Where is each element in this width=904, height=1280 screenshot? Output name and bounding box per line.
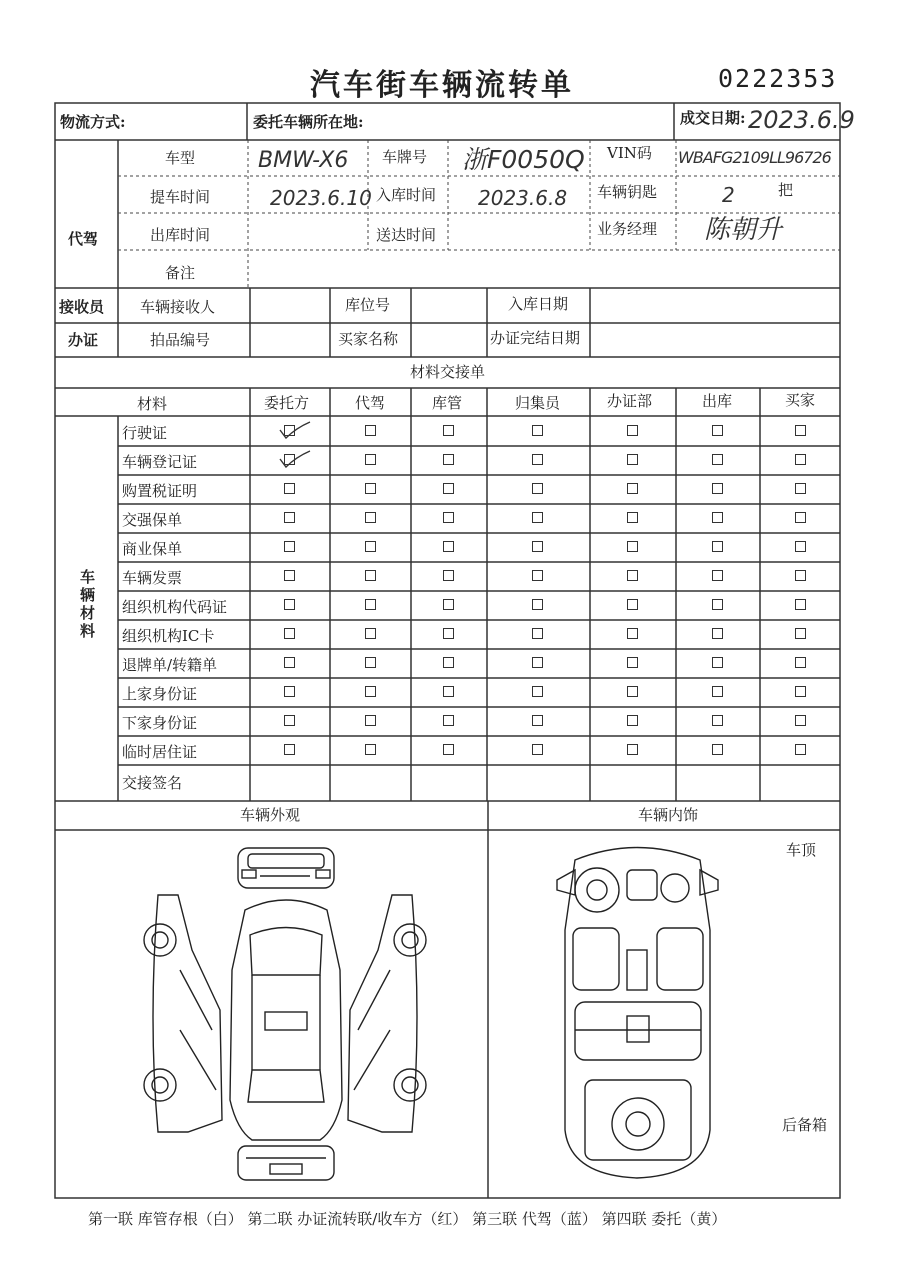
material-row-label: 行驶证 bbox=[122, 424, 168, 442]
checkbox-client[interactable] bbox=[284, 570, 295, 581]
checkbox-driver[interactable] bbox=[365, 483, 376, 494]
exterior-label: 车辆外观 bbox=[240, 806, 301, 824]
section-char-3: 材 bbox=[80, 604, 96, 622]
driver-seat bbox=[573, 928, 619, 990]
form-title: 汽车街车辆流转单 bbox=[310, 68, 574, 103]
checkbox-cert-dept[interactable] bbox=[627, 657, 638, 668]
plate-label: 车牌号 bbox=[382, 148, 428, 166]
checkbox-collector[interactable] bbox=[532, 657, 543, 668]
checkbox-driver[interactable] bbox=[365, 628, 376, 639]
material-row-label: 临时居住证 bbox=[122, 743, 198, 761]
steering-wheel bbox=[575, 868, 619, 912]
checkbox-client[interactable] bbox=[284, 599, 295, 610]
checkbox-buyer[interactable] bbox=[795, 599, 806, 610]
check-mark-icon bbox=[274, 447, 314, 471]
checkbox-driver[interactable] bbox=[365, 715, 376, 726]
checkbox-warehouse[interactable] bbox=[443, 744, 454, 755]
passenger-seat bbox=[657, 928, 703, 990]
material-row-label: 商业保单 bbox=[122, 540, 183, 558]
checkbox-outbound[interactable] bbox=[712, 512, 723, 523]
checkbox-driver[interactable] bbox=[365, 686, 376, 697]
checkbox-warehouse[interactable] bbox=[443, 599, 454, 610]
checkbox-outbound[interactable] bbox=[712, 599, 723, 610]
checkbox-buyer[interactable] bbox=[795, 541, 806, 552]
checkbox-collector[interactable] bbox=[532, 541, 543, 552]
checkbox-buyer[interactable] bbox=[795, 628, 806, 639]
checkbox-warehouse[interactable] bbox=[443, 657, 454, 668]
material-row-label: 组织机构代码证 bbox=[122, 598, 228, 616]
column-header-warehouse: 库管 bbox=[432, 394, 463, 412]
checkbox-warehouse[interactable] bbox=[443, 425, 454, 436]
checkbox-outbound[interactable] bbox=[712, 541, 723, 552]
checkbox-collector[interactable] bbox=[532, 570, 543, 581]
checkbox-outbound[interactable] bbox=[712, 744, 723, 755]
in-time-value[interactable]: 2023.6.8 bbox=[478, 186, 568, 210]
vin-value[interactable]: WBAFG2109LL96726 bbox=[678, 148, 831, 167]
out-time-label: 出库时间 bbox=[150, 226, 211, 244]
trunk-label: 后备箱 bbox=[782, 1116, 828, 1134]
section-char-2: 辆 bbox=[80, 586, 96, 604]
deal-date-label: 成交日期: bbox=[680, 109, 746, 127]
car-left-side-view bbox=[144, 895, 222, 1132]
checkbox-driver[interactable] bbox=[365, 454, 376, 465]
checkbox-warehouse[interactable] bbox=[443, 483, 454, 494]
interior-label: 车辆内饰 bbox=[638, 806, 699, 824]
section-char-4: 料 bbox=[80, 622, 96, 640]
checkbox-collector[interactable] bbox=[532, 715, 543, 726]
checkbox-buyer[interactable] bbox=[795, 570, 806, 581]
column-header-outbound: 出库 bbox=[702, 392, 733, 410]
checkbox-collector[interactable] bbox=[532, 744, 543, 755]
checkbox-outbound[interactable] bbox=[712, 425, 723, 436]
trunk-area bbox=[585, 1080, 691, 1160]
checkbox-outbound[interactable] bbox=[712, 454, 723, 465]
checkbox-warehouse[interactable] bbox=[443, 715, 454, 726]
checkbox-collector[interactable] bbox=[532, 425, 543, 436]
checkbox-buyer[interactable] bbox=[795, 454, 806, 465]
checkbox-buyer[interactable] bbox=[795, 425, 806, 436]
delivery-time-label: 送达时间 bbox=[376, 226, 437, 244]
daijia-section-label: 代驾 bbox=[68, 230, 99, 248]
vehicle-materials-section-label bbox=[80, 568, 95, 640]
checkbox-cert-dept[interactable] bbox=[627, 628, 638, 639]
checkbox-client[interactable] bbox=[284, 744, 295, 755]
buyer-label: 买家名称 bbox=[338, 330, 399, 348]
material-row-label: 交强保单 bbox=[122, 511, 183, 529]
checkbox-cert-dept[interactable] bbox=[627, 744, 638, 755]
lot-label: 拍品编号 bbox=[150, 331, 211, 349]
material-row-label: 下家身份证 bbox=[122, 714, 198, 732]
manager-label: 业务经理 bbox=[597, 220, 658, 238]
checkbox-cert-dept[interactable] bbox=[627, 454, 638, 465]
copies-footer: 第一联 库管存根（白） 第二联 办证流转联/收车方（红） 第三联 代驾（蓝） 第四联 委托（黄） bbox=[88, 1210, 727, 1228]
checkbox-warehouse[interactable] bbox=[443, 628, 454, 639]
checkbox-outbound[interactable] bbox=[712, 715, 723, 726]
checkbox-cert-dept[interactable] bbox=[627, 425, 638, 436]
section-char-1: 车 bbox=[80, 568, 96, 586]
location-label: 委托车辆所在地: bbox=[253, 113, 364, 131]
column-header-buyer: 买家 bbox=[785, 391, 816, 409]
checkbox-client[interactable] bbox=[284, 715, 295, 726]
model-label: 车型 bbox=[165, 149, 196, 167]
rear-bench bbox=[575, 1002, 701, 1060]
column-header-cert-dept: 办证部 bbox=[607, 392, 653, 410]
pickup-time-label: 提车时间 bbox=[150, 188, 211, 206]
plate-value[interactable]: 浙F0050Q bbox=[462, 145, 585, 174]
car-interior-diagram bbox=[545, 840, 730, 1185]
checkbox-client[interactable] bbox=[284, 512, 295, 523]
material-row-label: 上家身份证 bbox=[122, 685, 198, 703]
keys-value[interactable]: 2 bbox=[722, 183, 735, 207]
in-date-label: 入库日期 bbox=[508, 295, 569, 313]
material-row-label: 退牌单/转籍单 bbox=[122, 656, 218, 674]
checkbox-driver[interactable] bbox=[365, 425, 376, 436]
car-right-side-view bbox=[348, 895, 426, 1132]
checkbox-collector[interactable] bbox=[532, 628, 543, 639]
done-date-label: 办证完结日期 bbox=[490, 329, 581, 347]
banzheng-section-label: 办证 bbox=[68, 331, 99, 349]
checkbox-cert-dept[interactable] bbox=[627, 512, 638, 523]
checkbox-driver[interactable] bbox=[365, 541, 376, 552]
column-header-material: 材料 bbox=[137, 395, 168, 413]
checkbox-client[interactable] bbox=[284, 657, 295, 668]
checkbox-client[interactable] bbox=[284, 483, 295, 494]
checkbox-buyer[interactable] bbox=[795, 483, 806, 494]
column-header-driver: 代驾 bbox=[355, 394, 386, 412]
checkbox-collector[interactable] bbox=[532, 454, 543, 465]
checkbox-buyer[interactable] bbox=[795, 744, 806, 755]
deal-date-value[interactable]: 2023.6.9 bbox=[748, 106, 855, 134]
model-value[interactable]: BMW-X6 bbox=[258, 148, 349, 173]
checkbox-client[interactable] bbox=[284, 686, 295, 697]
checkbox-buyer[interactable] bbox=[795, 657, 806, 668]
checkbox-outbound[interactable] bbox=[712, 657, 723, 668]
checkbox-buyer[interactable] bbox=[795, 686, 806, 697]
checkbox-cert-dept[interactable] bbox=[627, 570, 638, 581]
car-top-view bbox=[230, 900, 342, 1140]
checkbox-buyer[interactable] bbox=[795, 715, 806, 726]
material-row-label: 购置税证明 bbox=[122, 482, 198, 500]
checkbox-outbound[interactable] bbox=[712, 686, 723, 697]
keys-unit: 把 bbox=[778, 181, 794, 199]
checkbox-collector[interactable] bbox=[532, 599, 543, 610]
checkbox-cert-dept[interactable] bbox=[627, 483, 638, 494]
check-mark-icon bbox=[274, 418, 314, 442]
material-row-label: 组织机构IC卡 bbox=[122, 627, 215, 645]
signature-label: 交接签名 bbox=[122, 774, 183, 792]
car-rear-view bbox=[238, 1146, 334, 1180]
checkbox-driver[interactable] bbox=[365, 744, 376, 755]
manager-signature[interactable]: 陈朝升 bbox=[704, 215, 783, 245]
checkbox-outbound[interactable] bbox=[712, 628, 723, 639]
checkbox-collector[interactable] bbox=[532, 483, 543, 494]
checkbox-outbound[interactable] bbox=[712, 570, 723, 581]
receiver-label: 车辆接收人 bbox=[140, 298, 216, 316]
pickup-time-value[interactable]: 2023.6.10 bbox=[270, 186, 372, 210]
spare-wheel bbox=[612, 1098, 664, 1150]
checkbox-cert-dept[interactable] bbox=[627, 599, 638, 610]
checkbox-warehouse[interactable] bbox=[443, 686, 454, 697]
checkbox-cert-dept[interactable] bbox=[627, 686, 638, 697]
keys-label: 车辆钥匙 bbox=[597, 183, 658, 201]
checkbox-outbound[interactable] bbox=[712, 483, 723, 494]
checkbox-warehouse[interactable] bbox=[443, 541, 454, 552]
checkbox-collector[interactable] bbox=[532, 512, 543, 523]
checkbox-driver[interactable] bbox=[365, 599, 376, 610]
checkbox-client[interactable] bbox=[284, 541, 295, 552]
checkbox-driver[interactable] bbox=[365, 512, 376, 523]
column-header-collector: 归集员 bbox=[515, 394, 561, 412]
material-row-label: 车辆发票 bbox=[122, 569, 183, 587]
checkbox-cert-dept[interactable] bbox=[627, 541, 638, 552]
checkbox-client[interactable] bbox=[284, 628, 295, 639]
column-header-client: 委托方 bbox=[264, 394, 310, 412]
checkbox-buyer[interactable] bbox=[795, 512, 806, 523]
slot-label: 库位号 bbox=[345, 296, 391, 314]
logistics-label: 物流方式: bbox=[60, 113, 126, 131]
checkbox-driver[interactable] bbox=[365, 570, 376, 581]
remarks-label: 备注 bbox=[165, 264, 196, 282]
serial-number: 0222353 bbox=[718, 64, 838, 93]
roof-label: 车顶 bbox=[786, 841, 817, 859]
material-row-label: 车辆登记证 bbox=[122, 453, 198, 471]
car-exterior-diagram bbox=[130, 840, 440, 1185]
checkbox-warehouse[interactable] bbox=[443, 570, 454, 581]
in-time-label: 入库时间 bbox=[376, 186, 437, 204]
checkbox-driver[interactable] bbox=[365, 657, 376, 668]
checkbox-warehouse[interactable] bbox=[443, 512, 454, 523]
car-front-view bbox=[238, 848, 334, 888]
vin-label: VIN码 bbox=[607, 144, 652, 162]
checkbox-cert-dept[interactable] bbox=[627, 715, 638, 726]
receiver-section-label: 接收员 bbox=[59, 298, 105, 316]
checkbox-warehouse[interactable] bbox=[443, 454, 454, 465]
materials-title: 材料交接单 bbox=[410, 363, 486, 381]
checkbox-collector[interactable] bbox=[532, 686, 543, 697]
